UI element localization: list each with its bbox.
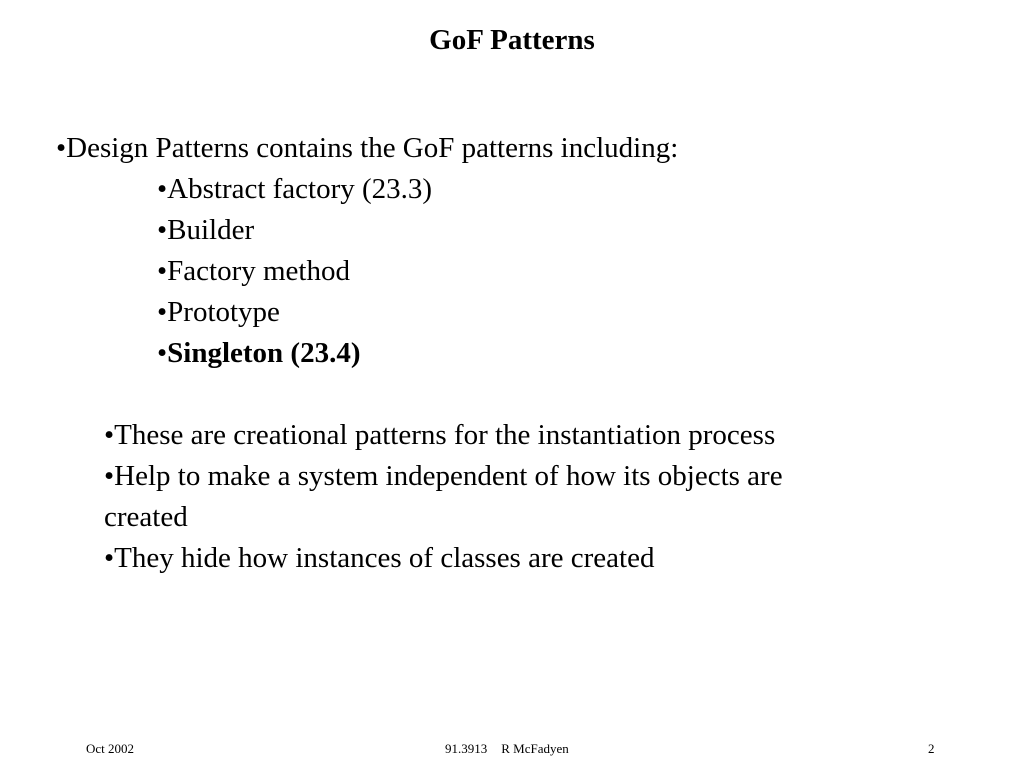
pattern-item-factory-method: •Factory method (157, 255, 350, 287)
point-independent: •Help to make a system independent of how its objects are (104, 460, 783, 492)
footer-course: 91.3913 (445, 741, 488, 756)
pattern-item-prototype: •Prototype (157, 296, 280, 328)
slide-title: GoF Patterns (429, 24, 595, 56)
footer-page-number: 2 (928, 741, 935, 756)
point-creational: •These are creational patterns for the instantiation process (104, 419, 776, 451)
footer-author: R McFadyen (501, 741, 569, 756)
footer-course-author (445, 741, 569, 757)
footer-date: Oct 2002 (86, 741, 135, 756)
intro-bullet: •Design Patterns contains the GoF patterns including: (56, 132, 679, 164)
pattern-item-abstract-factory: •Abstract factory (23.3) (157, 173, 433, 205)
singleton-label: Singleton (23.4) (167, 337, 361, 369)
pattern-item-builder: •Builder (157, 214, 255, 246)
singleton-bullet: • (157, 337, 168, 369)
point-hide-instances: •They hide how instances of classes are created (104, 542, 655, 574)
pattern-item-singleton (157, 335, 361, 371)
point-independent-continued: created (104, 501, 188, 533)
